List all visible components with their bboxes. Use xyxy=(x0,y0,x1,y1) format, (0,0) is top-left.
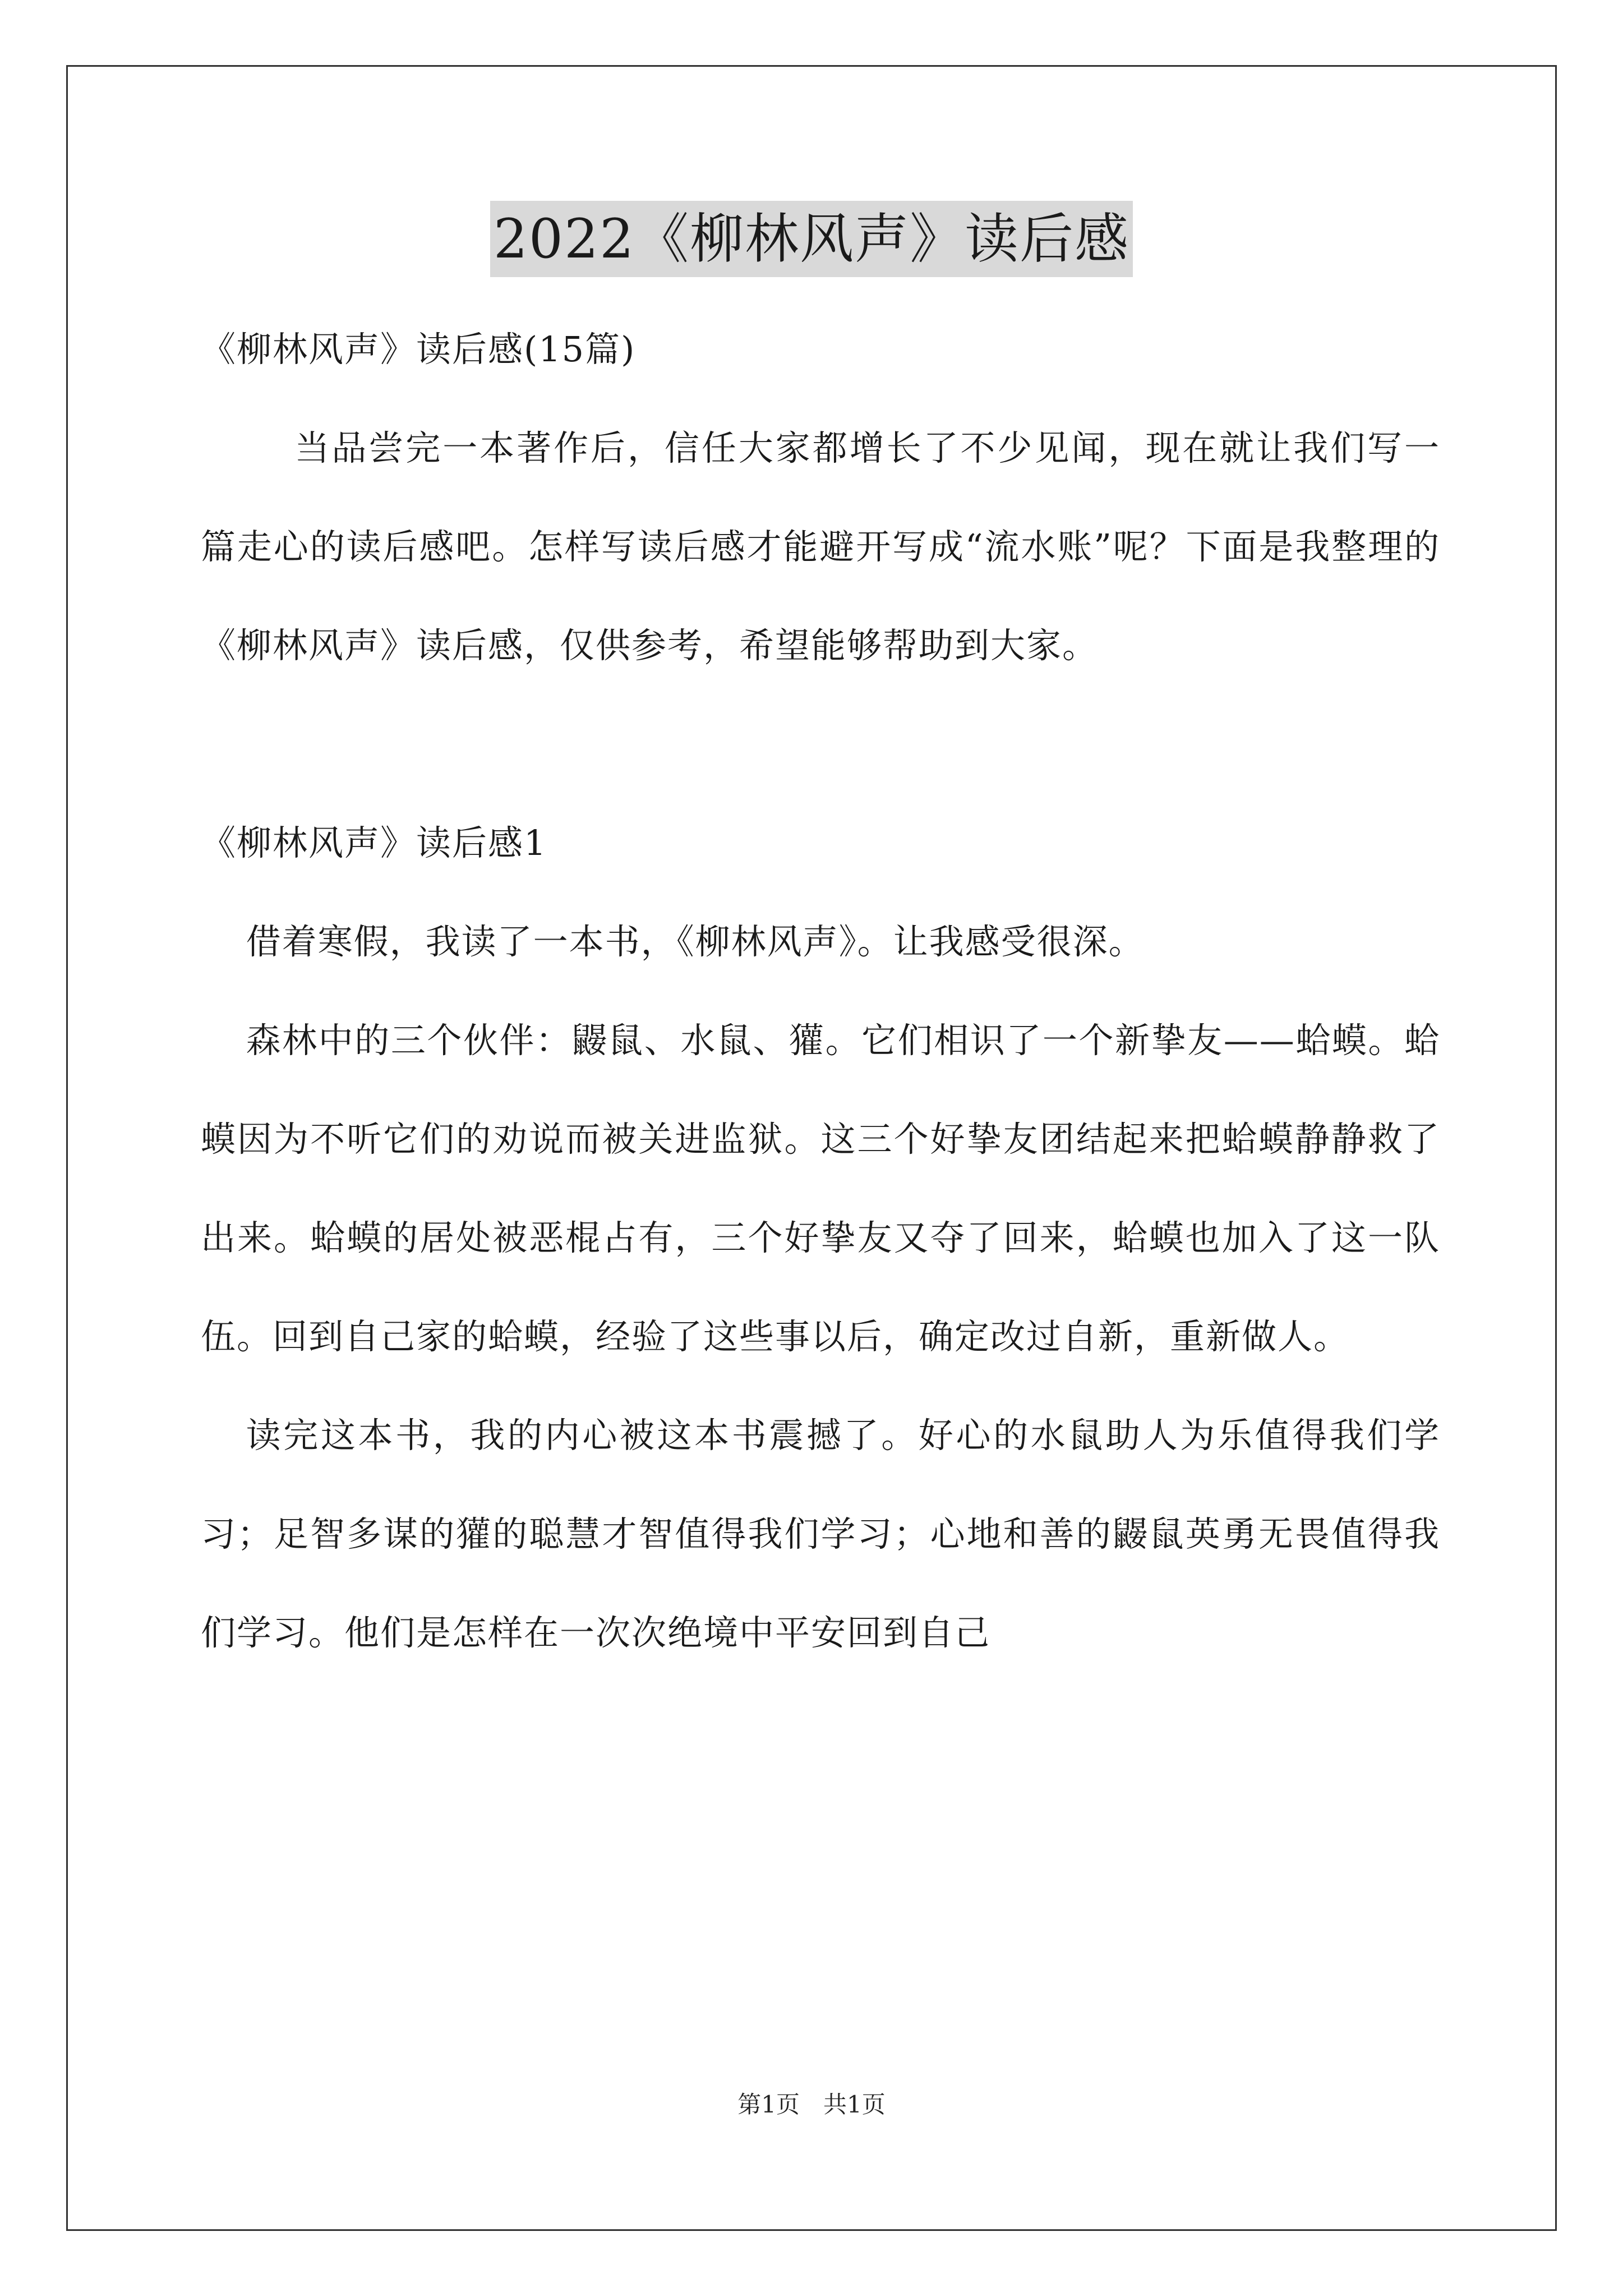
section-spacer xyxy=(201,695,1440,794)
intro-paragraph: 当品尝完一本著作后，信任大家都增长了不少见闻，现在就让我们写一篇走心的读后感吧。怎样写读后感才能避开写成“流水账”呢？下面是我整理的《柳林风声》读后感，仅供参考，希望能够帮助到大家。 xyxy=(201,427,1440,666)
document-subtitle: 《柳林风声》读后感(15篇) xyxy=(201,329,636,370)
body-paragraph: 借着寒假，我读了一本书，《柳林风声》。让我感受很深。 xyxy=(246,921,1145,962)
section-heading: 《柳林风声》读后感1 xyxy=(201,822,547,863)
document-body xyxy=(201,300,1440,1682)
document-title: 2022《柳林风声》读后感 xyxy=(490,201,1133,277)
body-paragraph: 森林中的三个伙伴：鼹鼠、水鼠、獾。它们相识了一个新挚友——蛤蟆。蛤蟆因为不听它们的劝说而被关进监狱。这三个好挚友团结起来把蛤蟆静静救了出来。蛤蟆的居处被恶棍占有，三个好挚友又夺了回来，蛤蟆也加入了这一队伍。回到自己家的蛤蟆，经验了这些事以后，确定改过自新，重新做人。 xyxy=(201,1020,1440,1357)
title-container xyxy=(0,201,1623,277)
body-paragraph: 读完这本书，我的内心被这本书震撼了。好心的水鼠助人为乐值得我们学习；足智多谋的獾的聪慧才智值得我们学习；心地和善的鼹鼠英勇无畏值得我们学习。他们是怎样在一次次绝境中平安回到自己 xyxy=(201,1415,1440,1653)
page-footer: 第1页 共1页 xyxy=(737,2091,886,2118)
